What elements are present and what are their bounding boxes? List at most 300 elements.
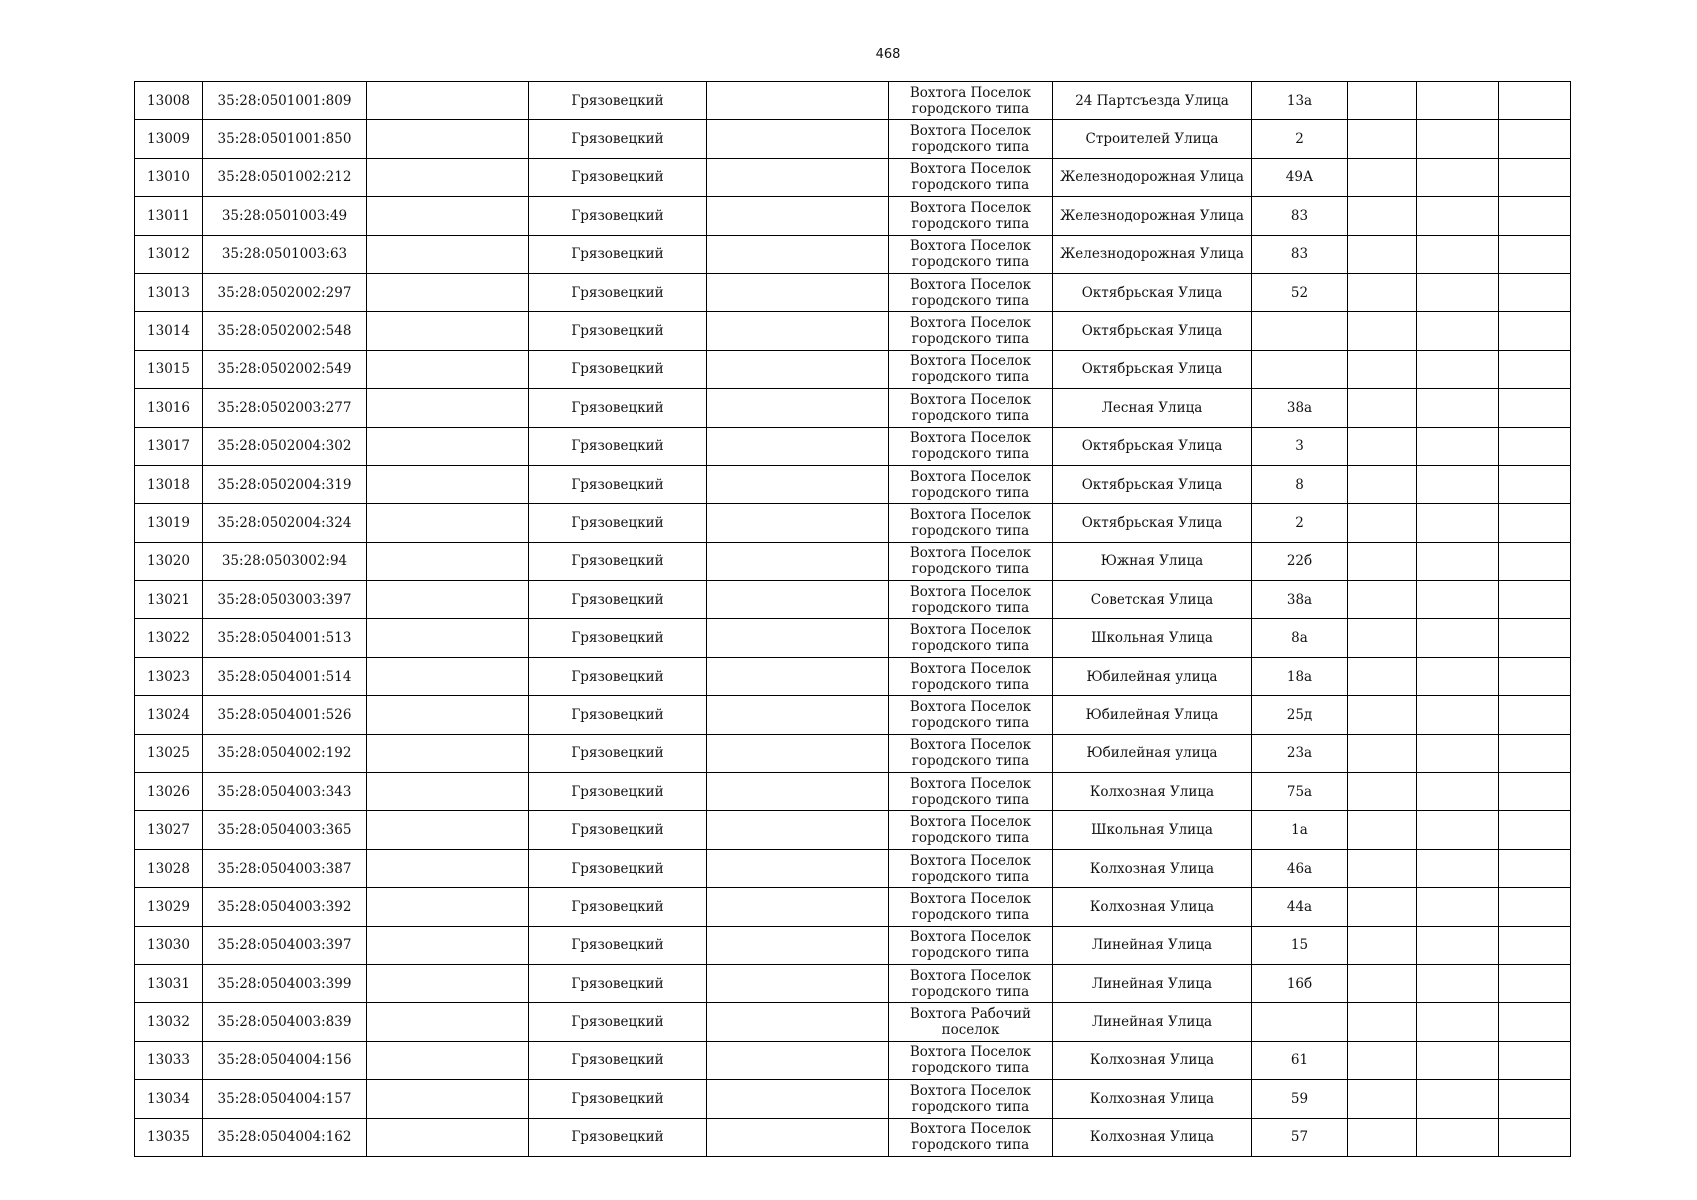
district-cell: Грязовецкий <box>529 773 707 811</box>
empty-cell <box>367 158 529 196</box>
empty-cell <box>1499 312 1571 350</box>
street-cell: Линейная Улица <box>1053 964 1252 1002</box>
empty-cell <box>1417 427 1499 465</box>
empty-cell <box>367 964 529 1002</box>
empty-cell <box>1499 1003 1571 1041</box>
empty-cell <box>707 1080 889 1118</box>
registry-table <box>134 81 1571 1157</box>
district-cell: Грязовецкий <box>529 542 707 580</box>
empty-cell <box>707 1041 889 1079</box>
cadastral-number-cell: 35:28:0501003:63 <box>203 235 367 273</box>
cadastral-number-cell: 35:28:0504003:392 <box>203 888 367 926</box>
district-cell: Грязовецкий <box>529 389 707 427</box>
cadastral-number-cell: 35:28:0502004:324 <box>203 504 367 542</box>
empty-cell <box>707 389 889 427</box>
street-cell: Колхозная Улица <box>1053 1080 1252 1118</box>
cadastral-number-cell: 35:28:0503002:94 <box>203 542 367 580</box>
empty-cell <box>1417 235 1499 273</box>
locality-cell: Вохтога Поселок городского типа <box>889 657 1053 695</box>
locality-cell: Вохтога Поселок городского типа <box>889 734 1053 772</box>
empty-cell <box>707 465 889 503</box>
empty-cell <box>707 158 889 196</box>
empty-cell <box>1417 926 1499 964</box>
house-number-cell <box>1252 312 1348 350</box>
cadastral-number-cell: 35:28:0502003:277 <box>203 389 367 427</box>
locality-cell: Вохтога Поселок городского типа <box>889 120 1053 158</box>
table-row <box>135 542 1571 580</box>
empty-cell <box>1348 235 1417 273</box>
locality-cell: Вохтога Поселок городского типа <box>889 158 1053 196</box>
district-cell: Грязовецкий <box>529 158 707 196</box>
empty-cell <box>1348 888 1417 926</box>
empty-cell <box>367 657 529 695</box>
empty-cell <box>1499 465 1571 503</box>
row-number-cell: 13013 <box>135 273 203 311</box>
empty-cell <box>1348 350 1417 388</box>
empty-cell <box>707 888 889 926</box>
house-number-cell: 16б <box>1252 964 1348 1002</box>
empty-cell <box>1417 773 1499 811</box>
empty-cell <box>1417 964 1499 1002</box>
street-cell: Колхозная Улица <box>1053 849 1252 887</box>
street-cell: Железнодорожная Улица <box>1053 158 1252 196</box>
table-row <box>135 811 1571 849</box>
empty-cell <box>1417 696 1499 734</box>
row-number-cell: 13009 <box>135 120 203 158</box>
table-row <box>135 273 1571 311</box>
district-cell: Грязовецкий <box>529 811 707 849</box>
empty-cell <box>1499 158 1571 196</box>
empty-cell <box>1417 581 1499 619</box>
table-row <box>135 1118 1571 1156</box>
district-cell: Грязовецкий <box>529 734 707 772</box>
empty-cell <box>1499 1080 1571 1118</box>
empty-cell <box>1348 1080 1417 1118</box>
cadastral-number-cell: 35:28:0503003:397 <box>203 581 367 619</box>
empty-cell <box>707 312 889 350</box>
cadastral-number-cell: 35:28:0504003:387 <box>203 849 367 887</box>
empty-cell <box>707 504 889 542</box>
street-cell: Октябрьская Улица <box>1053 350 1252 388</box>
locality-cell: Вохтога Поселок городского типа <box>889 696 1053 734</box>
district-cell: Грязовецкий <box>529 235 707 273</box>
locality-cell: Вохтога Поселок городского типа <box>889 542 1053 580</box>
street-cell: Колхозная Улица <box>1053 888 1252 926</box>
empty-cell <box>707 619 889 657</box>
table-row <box>135 581 1571 619</box>
cadastral-number-cell: 35:28:0504003:343 <box>203 773 367 811</box>
table-row <box>135 1003 1571 1041</box>
empty-cell <box>367 120 529 158</box>
table-row <box>135 389 1571 427</box>
table-row <box>135 120 1571 158</box>
table-row <box>135 696 1571 734</box>
row-number-cell: 13029 <box>135 888 203 926</box>
row-number-cell: 13019 <box>135 504 203 542</box>
empty-cell <box>707 427 889 465</box>
empty-cell <box>707 657 889 695</box>
empty-cell <box>707 273 889 311</box>
empty-cell <box>1499 657 1571 695</box>
district-cell: Грязовецкий <box>529 465 707 503</box>
cadastral-number-cell: 35:28:0501002:212 <box>203 158 367 196</box>
empty-cell <box>367 696 529 734</box>
row-number-cell: 13026 <box>135 773 203 811</box>
empty-cell <box>1417 504 1499 542</box>
street-cell: Школьная Улица <box>1053 619 1252 657</box>
street-cell: 24 Партсъезда Улица <box>1053 82 1252 120</box>
house-number-cell: 2 <box>1252 120 1348 158</box>
cadastral-number-cell: 35:28:0504001:514 <box>203 657 367 695</box>
row-number-cell: 13024 <box>135 696 203 734</box>
row-number-cell: 13015 <box>135 350 203 388</box>
cadastral-number-cell: 35:28:0504003:839 <box>203 1003 367 1041</box>
empty-cell <box>1417 273 1499 311</box>
district-cell: Грязовецкий <box>529 1118 707 1156</box>
empty-cell <box>707 849 889 887</box>
locality-cell: Вохтога Поселок городского типа <box>889 619 1053 657</box>
empty-cell <box>1348 926 1417 964</box>
locality-cell: Вохтога Поселок городского типа <box>889 1041 1053 1079</box>
empty-cell <box>1348 389 1417 427</box>
empty-cell <box>1417 120 1499 158</box>
empty-cell <box>1417 465 1499 503</box>
empty-cell <box>367 82 529 120</box>
empty-cell <box>707 350 889 388</box>
empty-cell <box>367 888 529 926</box>
district-cell: Грязовецкий <box>529 926 707 964</box>
empty-cell <box>707 120 889 158</box>
house-number-cell: 83 <box>1252 197 1348 235</box>
table-row <box>135 657 1571 695</box>
district-cell: Грязовецкий <box>529 964 707 1002</box>
empty-cell <box>1499 350 1571 388</box>
street-cell: Лесная Улица <box>1053 389 1252 427</box>
empty-cell <box>707 542 889 580</box>
locality-cell: Вохтога Рабочий поселок <box>889 1003 1053 1041</box>
house-number-cell: 49А <box>1252 158 1348 196</box>
street-cell: Юбилейная улица <box>1053 734 1252 772</box>
locality-cell: Вохтога Поселок городского типа <box>889 581 1053 619</box>
empty-cell <box>1348 696 1417 734</box>
street-cell: Железнодорожная Улица <box>1053 235 1252 273</box>
street-cell: Октябрьская Улица <box>1053 427 1252 465</box>
empty-cell <box>1499 1118 1571 1156</box>
empty-cell <box>707 82 889 120</box>
table-row <box>135 197 1571 235</box>
empty-cell <box>1417 1041 1499 1079</box>
empty-cell <box>707 773 889 811</box>
locality-cell: Вохтога Поселок городского типа <box>889 350 1053 388</box>
locality-cell: Вохтога Поселок городского типа <box>889 465 1053 503</box>
cadastral-number-cell: 35:28:0502004:319 <box>203 465 367 503</box>
street-cell: Линейная Улица <box>1053 1003 1252 1041</box>
empty-cell <box>1348 619 1417 657</box>
table-body <box>135 82 1571 1157</box>
house-number-cell: 83 <box>1252 235 1348 273</box>
row-number-cell: 13034 <box>135 1080 203 1118</box>
empty-cell <box>1417 312 1499 350</box>
row-number-cell: 13016 <box>135 389 203 427</box>
row-number-cell: 13035 <box>135 1118 203 1156</box>
street-cell: Советская Улица <box>1053 581 1252 619</box>
locality-cell: Вохтога Поселок городского типа <box>889 82 1053 120</box>
empty-cell <box>1348 1118 1417 1156</box>
house-number-cell: 46а <box>1252 849 1348 887</box>
table-row <box>135 82 1571 120</box>
empty-cell <box>707 734 889 772</box>
empty-cell <box>1417 619 1499 657</box>
district-cell: Грязовецкий <box>529 1041 707 1079</box>
empty-cell <box>1348 465 1417 503</box>
table-row <box>135 888 1571 926</box>
empty-cell <box>1499 542 1571 580</box>
district-cell: Грязовецкий <box>529 619 707 657</box>
house-number-cell: 38а <box>1252 581 1348 619</box>
row-number-cell: 13010 <box>135 158 203 196</box>
empty-cell <box>1499 926 1571 964</box>
district-cell: Грязовецкий <box>529 273 707 311</box>
empty-cell <box>1499 197 1571 235</box>
empty-cell <box>1417 849 1499 887</box>
district-cell: Грязовецкий <box>529 350 707 388</box>
district-cell: Грязовецкий <box>529 849 707 887</box>
district-cell: Грязовецкий <box>529 82 707 120</box>
empty-cell <box>1417 542 1499 580</box>
district-cell: Грязовецкий <box>529 427 707 465</box>
empty-cell <box>1417 82 1499 120</box>
empty-cell <box>1499 619 1571 657</box>
empty-cell <box>1348 773 1417 811</box>
street-cell: Юбилейная улица <box>1053 657 1252 695</box>
empty-cell <box>367 312 529 350</box>
street-cell: Колхозная Улица <box>1053 1041 1252 1079</box>
cadastral-number-cell: 35:28:0504004:162 <box>203 1118 367 1156</box>
cadastral-number-cell: 35:28:0504002:192 <box>203 734 367 772</box>
empty-cell <box>1348 811 1417 849</box>
empty-cell <box>1348 964 1417 1002</box>
empty-cell <box>1348 849 1417 887</box>
locality-cell: Вохтога Поселок городского типа <box>889 773 1053 811</box>
street-cell: Школьная Улица <box>1053 811 1252 849</box>
table-row <box>135 158 1571 196</box>
empty-cell <box>1417 734 1499 772</box>
cadastral-number-cell: 35:28:0502002:548 <box>203 312 367 350</box>
locality-cell: Вохтога Поселок городского типа <box>889 273 1053 311</box>
locality-cell: Вохтога Поселок городского типа <box>889 811 1053 849</box>
empty-cell <box>367 235 529 273</box>
street-cell: Октябрьская Улица <box>1053 273 1252 311</box>
row-number-cell: 13033 <box>135 1041 203 1079</box>
empty-cell <box>1348 1041 1417 1079</box>
empty-cell <box>1417 1003 1499 1041</box>
page-number: 468 <box>875 47 901 62</box>
empty-cell <box>367 465 529 503</box>
empty-cell <box>367 581 529 619</box>
empty-cell <box>367 811 529 849</box>
empty-cell <box>1348 120 1417 158</box>
house-number-cell: 25д <box>1252 696 1348 734</box>
street-cell: Южная Улица <box>1053 542 1252 580</box>
empty-cell <box>1417 657 1499 695</box>
empty-cell <box>1499 82 1571 120</box>
cadastral-number-cell: 35:28:0504003:365 <box>203 811 367 849</box>
house-number-cell: 2 <box>1252 504 1348 542</box>
empty-cell <box>367 734 529 772</box>
empty-cell <box>367 273 529 311</box>
district-cell: Грязовецкий <box>529 197 707 235</box>
empty-cell <box>707 197 889 235</box>
row-number-cell: 13025 <box>135 734 203 772</box>
street-cell: Колхозная Улица <box>1053 773 1252 811</box>
row-number-cell: 13018 <box>135 465 203 503</box>
empty-cell <box>1499 235 1571 273</box>
empty-cell <box>1499 811 1571 849</box>
table-row <box>135 849 1571 887</box>
empty-cell <box>1417 811 1499 849</box>
empty-cell <box>707 964 889 1002</box>
house-number-cell: 18а <box>1252 657 1348 695</box>
locality-cell: Вохтога Поселок городского типа <box>889 926 1053 964</box>
empty-cell <box>1417 389 1499 427</box>
street-cell: Строителей Улица <box>1053 120 1252 158</box>
empty-cell <box>1499 504 1571 542</box>
table-row <box>135 350 1571 388</box>
cadastral-number-cell: 35:28:0504001:526 <box>203 696 367 734</box>
empty-cell <box>1348 542 1417 580</box>
locality-cell: Вохтога Поселок городского типа <box>889 849 1053 887</box>
street-cell: Октябрьская Улица <box>1053 465 1252 503</box>
table-row <box>135 1080 1571 1118</box>
empty-cell <box>367 1003 529 1041</box>
empty-cell <box>367 926 529 964</box>
empty-cell <box>367 849 529 887</box>
empty-cell <box>367 1041 529 1079</box>
empty-cell <box>1348 581 1417 619</box>
house-number-cell: 8 <box>1252 465 1348 503</box>
empty-cell <box>707 581 889 619</box>
house-number-cell: 3 <box>1252 427 1348 465</box>
row-number-cell: 13012 <box>135 235 203 273</box>
cadastral-number-cell: 35:28:0504003:399 <box>203 964 367 1002</box>
house-number-cell: 61 <box>1252 1041 1348 1079</box>
cadastral-number-cell: 35:28:0504004:156 <box>203 1041 367 1079</box>
table-row <box>135 235 1571 273</box>
street-cell: Железнодорожная Улица <box>1053 197 1252 235</box>
table-row <box>135 734 1571 772</box>
locality-cell: Вохтога Поселок городского типа <box>889 389 1053 427</box>
house-number-cell: 59 <box>1252 1080 1348 1118</box>
row-number-cell: 13032 <box>135 1003 203 1041</box>
district-cell: Грязовецкий <box>529 120 707 158</box>
empty-cell <box>367 427 529 465</box>
locality-cell: Вохтога Поселок городского типа <box>889 1080 1053 1118</box>
table-row <box>135 427 1571 465</box>
empty-cell <box>707 696 889 734</box>
table-row <box>135 964 1571 1002</box>
empty-cell <box>1417 350 1499 388</box>
row-number-cell: 13030 <box>135 926 203 964</box>
empty-cell <box>1417 1080 1499 1118</box>
locality-cell: Вохтога Поселок городского типа <box>889 964 1053 1002</box>
row-number-cell: 13028 <box>135 849 203 887</box>
locality-cell: Вохтога Поселок городского типа <box>889 312 1053 350</box>
empty-cell <box>1348 734 1417 772</box>
street-cell: Юбилейная Улица <box>1053 696 1252 734</box>
house-number-cell: 23а <box>1252 734 1348 772</box>
empty-cell <box>1348 1003 1417 1041</box>
cadastral-number-cell: 35:28:0504003:397 <box>203 926 367 964</box>
cadastral-number-cell: 35:28:0501001:809 <box>203 82 367 120</box>
empty-cell <box>1348 197 1417 235</box>
cadastral-number-cell: 35:28:0504004:157 <box>203 1080 367 1118</box>
empty-cell <box>367 350 529 388</box>
empty-cell <box>707 235 889 273</box>
empty-cell <box>367 1080 529 1118</box>
street-cell: Линейная Улица <box>1053 926 1252 964</box>
empty-cell <box>1499 964 1571 1002</box>
district-cell: Грязовецкий <box>529 888 707 926</box>
district-cell: Грязовецкий <box>529 696 707 734</box>
row-number-cell: 13008 <box>135 82 203 120</box>
empty-cell <box>1499 734 1571 772</box>
house-number-cell: 75а <box>1252 773 1348 811</box>
row-number-cell: 13027 <box>135 811 203 849</box>
house-number-cell <box>1252 350 1348 388</box>
table-row <box>135 312 1571 350</box>
empty-cell <box>1348 657 1417 695</box>
empty-cell <box>1499 427 1571 465</box>
empty-cell <box>1499 120 1571 158</box>
row-number-cell: 13031 <box>135 964 203 1002</box>
house-number-cell <box>1252 1003 1348 1041</box>
row-number-cell: 13023 <box>135 657 203 695</box>
locality-cell: Вохтога Поселок городского типа <box>889 888 1053 926</box>
locality-cell: Вохтога Поселок городского типа <box>889 1118 1053 1156</box>
empty-cell <box>1348 427 1417 465</box>
empty-cell <box>1417 888 1499 926</box>
house-number-cell: 22б <box>1252 542 1348 580</box>
locality-cell: Вохтога Поселок городского типа <box>889 427 1053 465</box>
empty-cell <box>1499 1041 1571 1079</box>
empty-cell <box>1499 849 1571 887</box>
cadastral-number-cell: 35:28:0501001:850 <box>203 120 367 158</box>
locality-cell: Вохтога Поселок городского типа <box>889 197 1053 235</box>
empty-cell <box>367 542 529 580</box>
district-cell: Грязовецкий <box>529 1080 707 1118</box>
empty-cell <box>367 389 529 427</box>
empty-cell <box>367 197 529 235</box>
table-row <box>135 504 1571 542</box>
empty-cell <box>1348 158 1417 196</box>
table-row <box>135 1041 1571 1079</box>
row-number-cell: 13017 <box>135 427 203 465</box>
house-number-cell: 38а <box>1252 389 1348 427</box>
row-number-cell: 13020 <box>135 542 203 580</box>
empty-cell <box>1499 696 1571 734</box>
table-row <box>135 465 1571 503</box>
empty-cell <box>1348 312 1417 350</box>
house-number-cell: 1а <box>1252 811 1348 849</box>
district-cell: Грязовецкий <box>529 1003 707 1041</box>
district-cell: Грязовецкий <box>529 504 707 542</box>
cadastral-number-cell: 35:28:0501003:49 <box>203 197 367 235</box>
district-cell: Грязовецкий <box>529 581 707 619</box>
empty-cell <box>707 1003 889 1041</box>
house-number-cell: 57 <box>1252 1118 1348 1156</box>
house-number-cell: 52 <box>1252 273 1348 311</box>
table-row <box>135 773 1571 811</box>
